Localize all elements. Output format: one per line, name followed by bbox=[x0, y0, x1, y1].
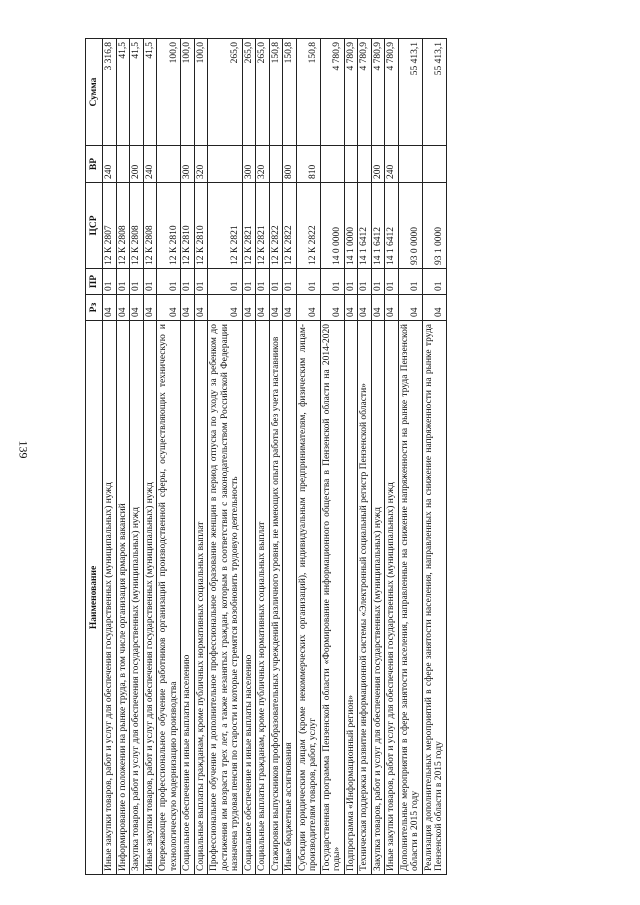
cell-sum: 150,8 bbox=[269, 39, 283, 146]
table-row bbox=[320, 39, 344, 875]
header-name: Наименование bbox=[86, 321, 103, 875]
cell-csr: 93 1 0000 bbox=[422, 183, 446, 269]
cell-sum: 100,0 bbox=[157, 39, 181, 146]
table-row bbox=[143, 39, 157, 875]
cell-pr: 01 bbox=[242, 269, 256, 295]
cell-csr: 12 К 2821 bbox=[256, 183, 270, 269]
table-row bbox=[181, 39, 195, 875]
cell-pr: 01 bbox=[103, 269, 117, 295]
cell-name: Дополнительные мероприятия в сфере занятости населения, направленные на снижение напряженности на рынке труда Пензенской области в 2015 году bbox=[398, 321, 422, 875]
cell-name: Иные бюджетные ассигнования bbox=[283, 321, 297, 875]
cell-vr: 240 bbox=[385, 146, 399, 183]
cell-sum: 265,0 bbox=[242, 39, 256, 146]
cell-csr: 14 1 6412 bbox=[385, 183, 399, 269]
table-row bbox=[358, 39, 372, 875]
cell-rz: 04 bbox=[283, 295, 297, 321]
cell-pr: 01 bbox=[157, 269, 181, 295]
cell-sum: 4 780,9 bbox=[385, 39, 399, 146]
cell-csr: 12 К 2808 bbox=[130, 183, 144, 269]
cell-pr: 01 bbox=[283, 269, 297, 295]
table-row bbox=[130, 39, 144, 875]
cell-csr: 12 К 2810 bbox=[194, 183, 208, 269]
table-body bbox=[103, 39, 447, 875]
page-number: 139 bbox=[16, 440, 31, 459]
cell-vr: 320 bbox=[194, 146, 208, 183]
cell-csr: 14 1 6412 bbox=[371, 183, 385, 269]
cell-name: Социальное обеспечение и иные выплаты населению bbox=[181, 321, 195, 875]
table-row bbox=[269, 39, 283, 875]
table-row bbox=[371, 39, 385, 875]
cell-vr bbox=[269, 146, 283, 183]
cell-name: Иные закупки товаров, работ и услуг для обеспечения государственных (муниципальных) нужд bbox=[103, 321, 117, 875]
cell-sum: 55 413,1 bbox=[398, 39, 422, 146]
cell-vr bbox=[157, 146, 181, 183]
cell-name: Социальные выплаты гражданам, кроме публичных нормативных социальных выплат bbox=[194, 321, 208, 875]
table-row bbox=[385, 39, 399, 875]
cell-sum: 41,5 bbox=[130, 39, 144, 146]
cell-csr: 12 К 2808 bbox=[143, 183, 157, 269]
cell-csr: 12 К 2821 bbox=[242, 183, 256, 269]
cell-csr: 14 1 0000 bbox=[344, 183, 358, 269]
cell-rz: 04 bbox=[194, 295, 208, 321]
cell-csr: 14 1 6412 bbox=[358, 183, 372, 269]
cell-pr: 01 bbox=[344, 269, 358, 295]
table-row bbox=[283, 39, 297, 875]
header-pr: ПР bbox=[86, 269, 103, 295]
table-row bbox=[242, 39, 256, 875]
cell-rz: 04 bbox=[320, 295, 344, 321]
cell-csr: 12 К 2822 bbox=[283, 183, 297, 269]
cell-rz: 04 bbox=[157, 295, 181, 321]
cell-sum: 55 413,1 bbox=[422, 39, 446, 146]
table-row bbox=[398, 39, 422, 875]
cell-sum: 150,8 bbox=[296, 39, 320, 146]
table-row bbox=[296, 39, 320, 875]
cell-rz: 04 bbox=[181, 295, 195, 321]
cell-csr: 12 К 2821 bbox=[208, 183, 243, 269]
cell-name: Реализация дополнительных мероприятий в сфере занятости населения, направленных на снижение напряженности на рынке труда Пензенской области в 2015 году bbox=[422, 321, 446, 875]
cell-rz: 04 bbox=[242, 295, 256, 321]
cell-vr: 300 bbox=[181, 146, 195, 183]
cell-pr: 01 bbox=[256, 269, 270, 295]
cell-pr: 01 bbox=[385, 269, 399, 295]
cell-name: Стажировки выпускников профобразовательных учреждений различного уровня, не имеющих опыта работы без учета наставников bbox=[269, 321, 283, 875]
cell-pr: 01 bbox=[208, 269, 243, 295]
cell-csr: 12 К 2810 bbox=[181, 183, 195, 269]
cell-csr: 12 К 2808 bbox=[116, 183, 130, 269]
cell-sum: 4 780,9 bbox=[320, 39, 344, 146]
cell-rz: 04 bbox=[422, 295, 446, 321]
cell-vr: 300 bbox=[242, 146, 256, 183]
cell-pr: 01 bbox=[358, 269, 372, 295]
table-row bbox=[344, 39, 358, 875]
cell-csr: 12 К 2822 bbox=[269, 183, 283, 269]
cell-rz: 04 bbox=[358, 295, 372, 321]
cell-sum: 265,0 bbox=[256, 39, 270, 146]
header-vr: ВР bbox=[86, 146, 103, 183]
cell-vr bbox=[208, 146, 243, 183]
cell-vr bbox=[344, 146, 358, 183]
cell-csr: 12 К 2807 bbox=[103, 183, 117, 269]
cell-pr: 01 bbox=[398, 269, 422, 295]
cell-name: Информирование о положении на рынке труда, в том числе организация ярмарок вакансий bbox=[116, 321, 130, 875]
cell-pr: 01 bbox=[320, 269, 344, 295]
cell-rz: 04 bbox=[116, 295, 130, 321]
cell-name: Субсидии юридическим лицам (кроме некоммерческих организаций), индивидуальным предпринимателям, физическим лицам-производителям товаров, работ, услуг bbox=[296, 321, 320, 875]
table-row bbox=[208, 39, 243, 875]
cell-csr: 12 К 2810 bbox=[157, 183, 181, 269]
cell-rz: 04 bbox=[269, 295, 283, 321]
cell-sum: 4 780,9 bbox=[344, 39, 358, 146]
cell-name: Профессиональное обучение и дополнительное профессиональное образование женщин в период отпуска по уходу за ребенком до достижения им возраста трех лет, а также незанятых граждан, которым в соответствии с законодательством Российской Федерации назначена трудовая пенсия по старости и которые стремятся возобновить трудовую деятельность bbox=[208, 321, 243, 875]
cell-rz: 04 bbox=[256, 295, 270, 321]
cell-name: Закупка товаров, работ и услуг для обеспечения государственных (муниципальных) нужд bbox=[130, 321, 144, 875]
cell-pr: 01 bbox=[116, 269, 130, 295]
cell-pr: 01 bbox=[181, 269, 195, 295]
cell-rz: 04 bbox=[371, 295, 385, 321]
cell-pr: 01 bbox=[422, 269, 446, 295]
table-header-row bbox=[86, 39, 103, 875]
cell-pr: 01 bbox=[143, 269, 157, 295]
cell-sum: 41,5 bbox=[116, 39, 130, 146]
cell-sum: 4 780,9 bbox=[371, 39, 385, 146]
cell-sum: 100,0 bbox=[194, 39, 208, 146]
cell-csr: 14 0 0000 bbox=[320, 183, 344, 269]
cell-vr: 240 bbox=[103, 146, 117, 183]
cell-vr bbox=[358, 146, 372, 183]
cell-vr: 200 bbox=[371, 146, 385, 183]
cell-name: Государственная программа Пензенской области «Формирование информационного общества в Пензенской области на 2014-2020 годы» bbox=[320, 321, 344, 875]
table-row bbox=[422, 39, 446, 875]
table-row bbox=[194, 39, 208, 875]
cell-name: Иные закупки товаров, работ и услуг для обеспечения государственных (муниципальных) нужд bbox=[143, 321, 157, 875]
cell-rz: 04 bbox=[208, 295, 243, 321]
cell-name: Опережающее профессиональное обучение работников организаций производственной сферы, осуществляющих техническую и технологическую модернизацию производства bbox=[157, 321, 181, 875]
table-row bbox=[157, 39, 181, 875]
cell-pr: 01 bbox=[194, 269, 208, 295]
cell-vr bbox=[320, 146, 344, 183]
cell-rz: 04 bbox=[385, 295, 399, 321]
cell-name: Техническая поддержка и развитие информационной системы «Электронный социальный регистр Пензенской области» bbox=[358, 321, 372, 875]
cell-rz: 04 bbox=[344, 295, 358, 321]
cell-pr: 01 bbox=[371, 269, 385, 295]
cell-sum: 3 316,8 bbox=[103, 39, 117, 146]
cell-sum: 100,0 bbox=[181, 39, 195, 146]
cell-vr bbox=[398, 146, 422, 183]
cell-pr: 01 bbox=[296, 269, 320, 295]
table-row bbox=[116, 39, 130, 875]
cell-vr: 800 bbox=[283, 146, 297, 183]
cell-rz: 04 bbox=[130, 295, 144, 321]
cell-rz: 04 bbox=[143, 295, 157, 321]
header-rz: Рз bbox=[86, 295, 103, 321]
header-sum: Сумма bbox=[86, 39, 103, 146]
rotated-table-container bbox=[85, 39, 566, 875]
cell-vr: 200 bbox=[130, 146, 144, 183]
budget-table bbox=[85, 38, 447, 875]
header-csr: ЦСР bbox=[86, 183, 103, 269]
cell-pr: 01 bbox=[130, 269, 144, 295]
table-row bbox=[256, 39, 270, 875]
cell-name: Социальное обеспечение и иные выплаты населению bbox=[242, 321, 256, 875]
cell-sum: 41,5 bbox=[143, 39, 157, 146]
cell-vr: 240 bbox=[143, 146, 157, 183]
cell-csr: 12 К 2822 bbox=[296, 183, 320, 269]
cell-vr bbox=[116, 146, 130, 183]
cell-name: Подпрограмма «Информационный регион» bbox=[344, 321, 358, 875]
cell-vr: 810 bbox=[296, 146, 320, 183]
cell-rz: 04 bbox=[398, 295, 422, 321]
cell-rz: 04 bbox=[103, 295, 117, 321]
cell-sum: 150,8 bbox=[283, 39, 297, 146]
cell-rz: 04 bbox=[296, 295, 320, 321]
cell-vr: 320 bbox=[256, 146, 270, 183]
cell-name: Социальные выплаты гражданам, кроме публичных нормативных социальных выплат bbox=[256, 321, 270, 875]
cell-vr bbox=[422, 146, 446, 183]
cell-name: Закупка товаров, работ и услуг для обеспечения государственных (муниципальных) нужд bbox=[371, 321, 385, 875]
cell-name: Иные закупки товаров, работ и услуг для обеспечения государственных (муниципальных) нужд bbox=[385, 321, 399, 875]
cell-csr: 93 0 0000 bbox=[398, 183, 422, 269]
cell-pr: 01 bbox=[269, 269, 283, 295]
cell-sum: 265,0 bbox=[208, 39, 243, 146]
cell-sum: 4 780,9 bbox=[358, 39, 372, 146]
table-row bbox=[103, 39, 117, 875]
